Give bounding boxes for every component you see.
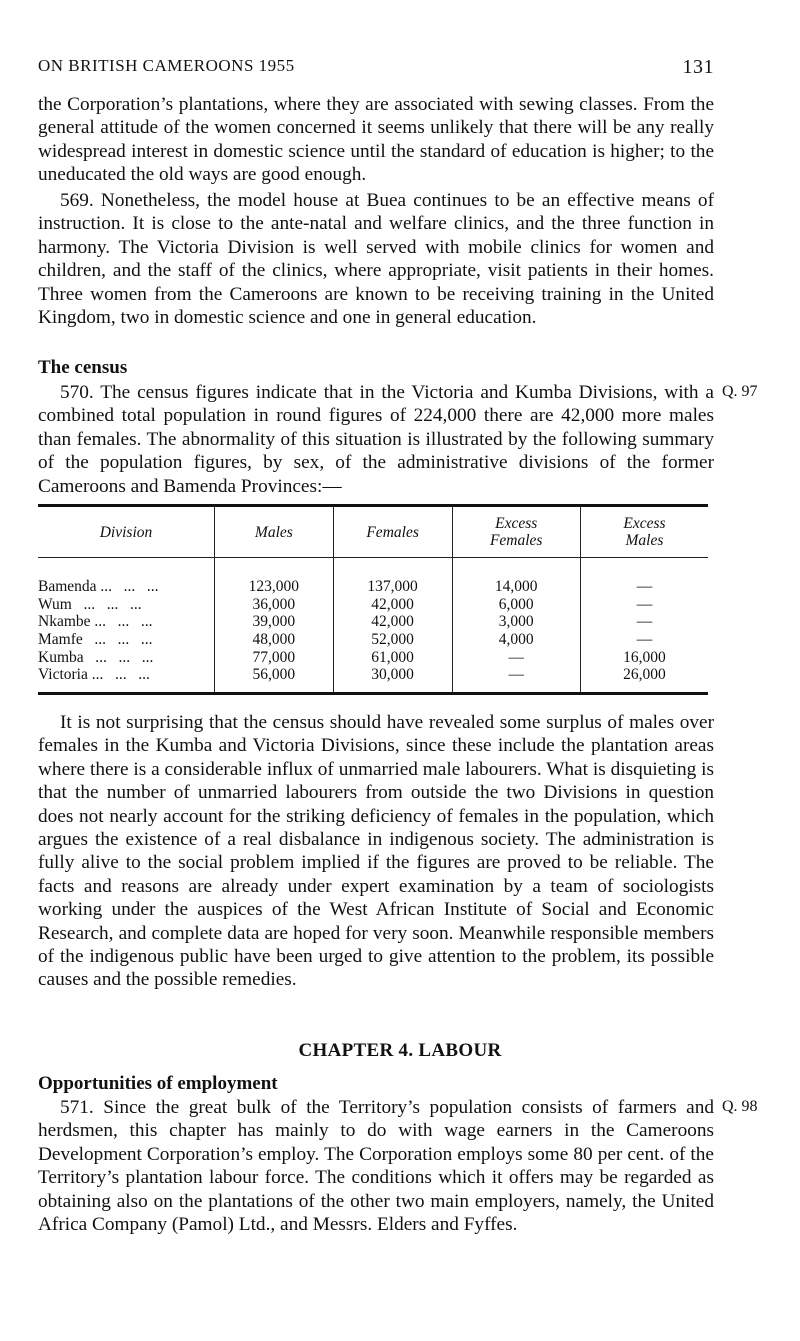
chapter-heading: CHAPTER 4. LABOUR: [298, 1040, 502, 1061]
section-heading-opportunities: Opportunities of employment: [38, 1073, 278, 1094]
cell-excess-females: 4,000: [452, 631, 580, 649]
paragraph-571: [38, 1096, 714, 1236]
table-row: [38, 613, 708, 631]
margin-note-q97: Q. 97: [722, 383, 758, 400]
header-excess-females: Excess Females: [452, 506, 580, 558]
cell-females: 42,000: [333, 596, 452, 614]
table-row: [38, 631, 708, 649]
header-division: Division: [38, 506, 215, 558]
cell-excess-females: 3,000: [452, 613, 580, 631]
cell-excess-males: 26,000: [580, 666, 708, 693]
census-table: [38, 504, 708, 695]
paragraph-continuation: [38, 93, 714, 187]
paragraph-569: [38, 189, 714, 329]
running-head-title: ON BRITISH CAMEROONS 1955: [38, 56, 295, 75]
cell-excess-males: —: [580, 558, 708, 596]
cell-division: Nkambe ... ... ...: [38, 613, 153, 631]
cell-division: Mamfe ... ... ...: [38, 631, 153, 649]
header-males: Males: [215, 506, 334, 558]
header-females: Females: [333, 506, 452, 558]
cell-excess-females: —: [452, 648, 580, 666]
margin-note-q98: Q. 98: [722, 1098, 758, 1115]
cell-excess-females: 14,000: [452, 558, 580, 596]
cell-excess-females: 6,000: [452, 596, 580, 614]
table-header-row: [38, 506, 708, 558]
table-row: [38, 596, 708, 614]
paragraph-text: It is not surprising that the census should have revealed some surplus of males over females in the Kumba and Victoria Divisions, since these include the plantation areas where there is a considerable influx of unmarried male labourers. What is disquieting is that the number of unmarried labourers from outside the two Divisions in question does not nearly account for the striking deficiency of females in the population, which argues the existence of a real disbalance in indigenous society. The administration is fully alive to the social problem implied if the figures are proved to be reliable. The facts and reasons are already under expert examination by a team of sociologists working under the auspices of the West African Institute of Social and Economic Research, and complete data are hoped for very soon. Meanwhile responsible members of the indigenous public have been urged to give attention to the problem, its possible causes and the possible remedies.: [38, 712, 714, 991]
cell-females: 52,000: [333, 631, 452, 649]
section-heading-census: The census: [38, 357, 128, 378]
cell-females: 137,000: [333, 558, 452, 596]
cell-males: 56,000: [215, 666, 334, 693]
page-number: 131: [682, 56, 714, 78]
cell-excess-males: 16,000: [580, 648, 708, 666]
paragraph-570: [38, 381, 714, 498]
cell-division: Victoria ... ... ...: [38, 666, 215, 693]
cell-excess-males: —: [580, 613, 708, 631]
cell-males: 36,000: [215, 596, 334, 614]
paragraph-text: the Corporation’s plantations, where they are associated with sewing classes. From the general attitude of the women concerned it seems unlikely that there will be any really widespread interest in domestic science until the standard of education is higher; to the uneducated the old ways are good enough.: [38, 94, 714, 186]
cell-females: 61,000: [333, 648, 452, 666]
table-row: [38, 648, 708, 666]
header-excess-males: Excess Males: [580, 506, 708, 558]
paragraph-after-table: [38, 711, 714, 992]
cell-males: 39,000: [215, 613, 334, 631]
census-table-body: [38, 558, 708, 694]
cell-division: Wum ... ... ...: [38, 595, 142, 613]
paragraph-text: 570. The census figures indicate that in the Victoria and Kumba Divisions, with a combined total population in round figures of 224,000 there are 42,000 more males than females. The abnormality of this situation is illustrated by the following summary of the population figures, by sex, of the administrative divisions of the former Cameroons and Bamenda Provinces:—: [38, 382, 714, 497]
cell-excess-males: —: [580, 596, 708, 614]
paragraph-text: 569. Nonetheless, the model house at Buea continues to be an effective means of instruction. It is close to the ante-natal and welfare clinics, and the three function in harmony. The Victoria Division is well served with mobile clinics for women and children, and the staff of the clinics, where appropriate, visit patients in their homes. Three women from the Cameroons are known to be receiving training in the United Kingdom, two in domestic science and one in general education.: [38, 190, 714, 329]
cell-males: 77,000: [215, 648, 334, 666]
cell-females: 30,000: [333, 666, 452, 693]
cell-males: 48,000: [215, 631, 334, 649]
paragraph-text: 571. Since the great bulk of the Territory’s population consists of farmers and herdsmen, this chapter has mainly to do with wage earners in the Cameroons Development Corporation’s employ. The Corporation employs some 80 per cent. of the Territory’s plantation labour force. The conditions which it offers may be regarded as obtaining also on the plantations of the other two main employers, namely, the United Africa Company (Pamol) Ltd., and Messrs. Elders and Fyffes.: [38, 1097, 714, 1236]
cell-division: Bamenda ... ... ...: [38, 578, 159, 596]
table-row: [38, 558, 708, 596]
cell-females: 42,000: [333, 613, 452, 631]
table-row: [38, 666, 708, 693]
cell-division: Kumba ... ... ...: [38, 648, 154, 666]
running-head: [38, 56, 714, 80]
cell-males: 123,000: [215, 558, 334, 596]
cell-excess-males: —: [580, 631, 708, 649]
cell-excess-females: —: [452, 666, 580, 693]
